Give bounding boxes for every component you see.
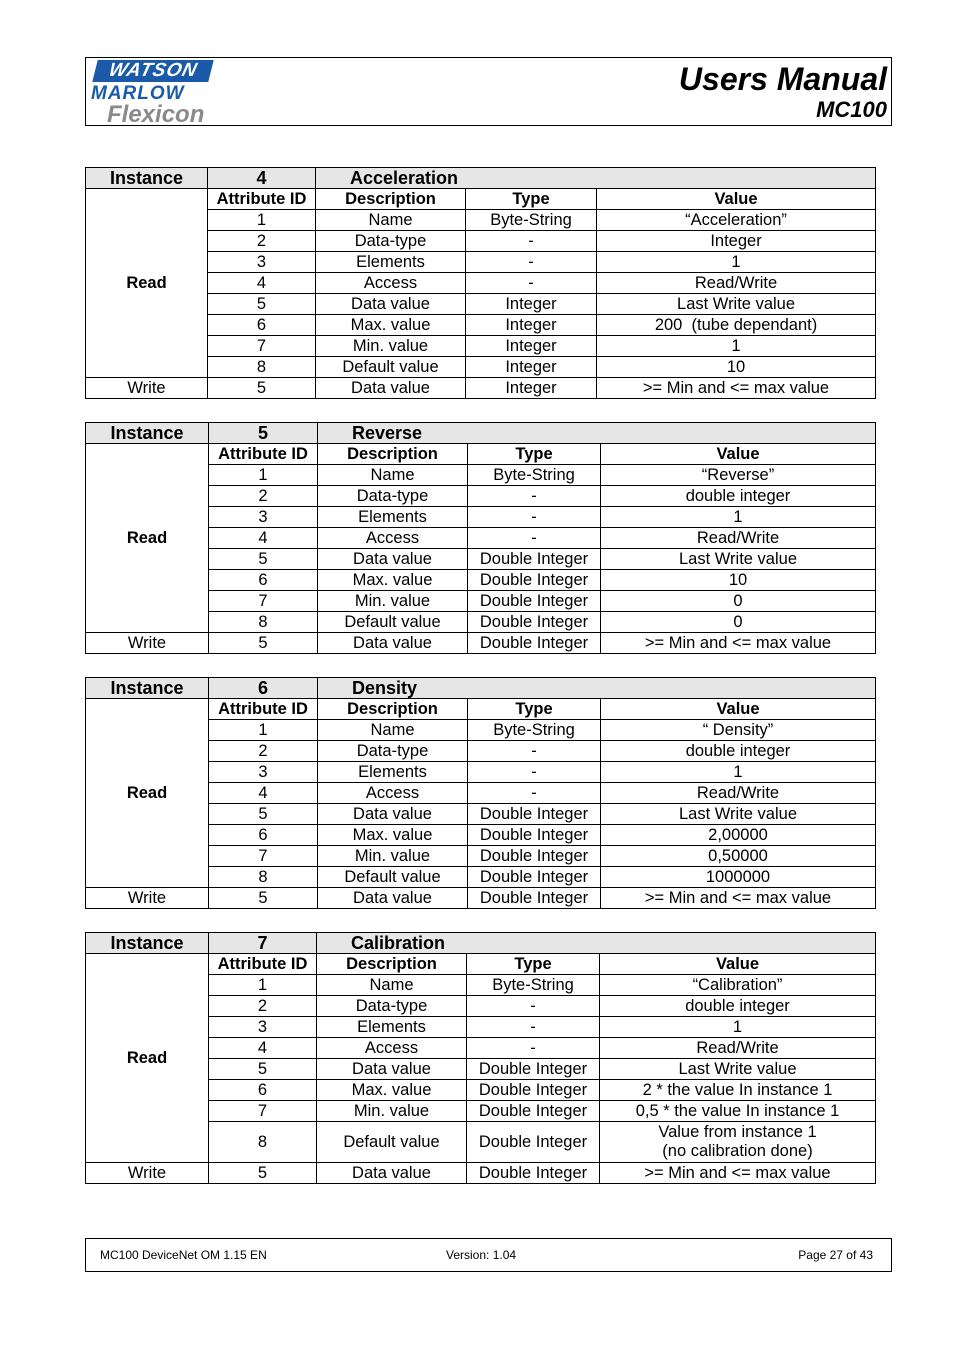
col-type-header: Type bbox=[467, 954, 600, 975]
instance-7-table bbox=[85, 932, 876, 1184]
value-cell: 1000000 bbox=[601, 867, 876, 888]
col-desc-header: Description bbox=[318, 699, 468, 720]
attr-id-cell: 7 bbox=[208, 336, 316, 357]
value-cell: >= Min and <= max value bbox=[601, 888, 876, 909]
attr-id-cell: 1 bbox=[208, 210, 316, 231]
desc-cell: Elements bbox=[317, 1017, 467, 1038]
attr-id-cell: 2 bbox=[209, 996, 317, 1017]
col-value-header: Value bbox=[601, 444, 876, 465]
type-cell: - bbox=[466, 252, 597, 273]
type-cell: - bbox=[467, 1017, 600, 1038]
type-cell: Byte-String bbox=[466, 210, 597, 231]
type-cell: Integer bbox=[466, 378, 597, 399]
value-cell: 0 bbox=[601, 591, 876, 612]
attr-id-cell: 6 bbox=[209, 1080, 317, 1101]
value-cell: >= Min and <= max value bbox=[597, 378, 876, 399]
table-head-row bbox=[86, 168, 876, 189]
type-cell: Double Integer bbox=[468, 804, 601, 825]
col-type-header: Type bbox=[468, 699, 601, 720]
attr-id-cell: 8 bbox=[209, 1122, 317, 1163]
footer-page-number: Page 27 of 43 bbox=[798, 1248, 873, 1262]
type-cell: Integer bbox=[466, 315, 597, 336]
attr-id-cell: 7 bbox=[209, 591, 318, 612]
desc-cell: Data-type bbox=[318, 486, 468, 507]
desc-cell: Access bbox=[318, 528, 468, 549]
attr-id-cell: 3 bbox=[209, 507, 318, 528]
attr-id-cell: 2 bbox=[209, 741, 318, 762]
attr-id-cell: 2 bbox=[208, 231, 316, 252]
instance-label: Instance bbox=[86, 678, 209, 699]
instance-label: Instance bbox=[86, 168, 208, 189]
attr-id-cell: 5 bbox=[208, 294, 316, 315]
manual-title: Users Manual bbox=[678, 61, 887, 97]
desc-cell: Data value bbox=[318, 804, 468, 825]
value-cell: double integer bbox=[601, 486, 876, 507]
value-cell: “Calibration” bbox=[600, 975, 876, 996]
watson-marlow-flexicon-logo bbox=[89, 59, 219, 128]
read-label: Read bbox=[86, 954, 209, 1163]
type-cell: Byte-String bbox=[468, 465, 601, 486]
desc-cell: Default value bbox=[318, 867, 468, 888]
type-cell: Double Integer bbox=[468, 633, 601, 654]
write-row bbox=[86, 1163, 876, 1184]
attr-id-cell: 5 bbox=[209, 1163, 317, 1184]
type-cell: Double Integer bbox=[467, 1101, 600, 1122]
attr-id-cell: 6 bbox=[209, 825, 318, 846]
attr-id-cell: 7 bbox=[209, 1101, 317, 1122]
write-label: Write bbox=[86, 1163, 209, 1184]
value-cell: Read/Write bbox=[601, 783, 876, 804]
type-cell: Double Integer bbox=[468, 612, 601, 633]
value-cell: 1 bbox=[601, 762, 876, 783]
page-header bbox=[85, 57, 892, 126]
value-cell: 200 (tube dependant) bbox=[597, 315, 876, 336]
desc-cell: Name bbox=[318, 720, 468, 741]
value-cell: 10 bbox=[601, 570, 876, 591]
instance-number: 7 bbox=[209, 933, 317, 954]
value-cell: 2,00000 bbox=[601, 825, 876, 846]
attr-id-cell: 8 bbox=[209, 612, 318, 633]
type-cell: Double Integer bbox=[467, 1080, 600, 1101]
type-cell: Double Integer bbox=[468, 570, 601, 591]
desc-cell: Max. value bbox=[317, 1080, 467, 1101]
value-cell: 1 bbox=[600, 1017, 876, 1038]
type-cell: - bbox=[466, 231, 597, 252]
attr-id-cell: 5 bbox=[208, 378, 316, 399]
type-cell: - bbox=[467, 996, 600, 1017]
attr-id-cell: 3 bbox=[209, 1017, 317, 1038]
instance-name: Calibration bbox=[317, 933, 876, 954]
value-cell: Read/Write bbox=[597, 273, 876, 294]
value-cell: 10 bbox=[597, 357, 876, 378]
instance-name: Reverse bbox=[318, 423, 876, 444]
value-line-1: Value from instance 1 bbox=[658, 1123, 817, 1141]
value-cell: 0,50000 bbox=[601, 846, 876, 867]
desc-cell: Max. value bbox=[318, 570, 468, 591]
value-cell: Last Write value bbox=[601, 804, 876, 825]
attr-id-cell: 5 bbox=[209, 633, 318, 654]
read-label: Read bbox=[86, 699, 209, 888]
write-label: Write bbox=[86, 888, 209, 909]
attr-id-cell: 7 bbox=[209, 846, 318, 867]
type-cell: - bbox=[466, 273, 597, 294]
attr-id-cell: 5 bbox=[209, 1059, 317, 1080]
value-cell: 1 bbox=[597, 252, 876, 273]
value-cell: Last Write value bbox=[597, 294, 876, 315]
type-cell: - bbox=[468, 507, 601, 528]
desc-cell: Name bbox=[318, 465, 468, 486]
desc-cell: Max. value bbox=[318, 825, 468, 846]
value-cell: “ Density” bbox=[601, 720, 876, 741]
desc-cell: Default value bbox=[316, 357, 466, 378]
type-cell: Double Integer bbox=[468, 591, 601, 612]
value-cell: 0 bbox=[601, 612, 876, 633]
desc-cell: Data value bbox=[317, 1163, 467, 1184]
column-header-row bbox=[86, 699, 876, 720]
instance-number: 5 bbox=[209, 423, 318, 444]
type-cell: - bbox=[467, 1038, 600, 1059]
table-head-row bbox=[86, 933, 876, 954]
col-type-header: Type bbox=[466, 189, 597, 210]
instance-name: Acceleration bbox=[316, 168, 876, 189]
desc-cell: Data value bbox=[317, 1059, 467, 1080]
value-cell: Read/Write bbox=[601, 528, 876, 549]
column-header-row bbox=[86, 444, 876, 465]
manual-subtitle: MC100 bbox=[816, 97, 887, 122]
column-header-row bbox=[86, 189, 876, 210]
attr-id-cell: 6 bbox=[208, 315, 316, 336]
type-cell: Integer bbox=[466, 357, 597, 378]
instance-number: 6 bbox=[209, 678, 318, 699]
value-cell: Last Write value bbox=[601, 549, 876, 570]
attr-id-cell: 1 bbox=[209, 720, 318, 741]
write-label: Write bbox=[86, 378, 208, 399]
desc-cell: Default value bbox=[318, 612, 468, 633]
value-cell: 1 bbox=[601, 507, 876, 528]
footer-document-id: MC100 DeviceNet OM 1.15 EN bbox=[100, 1248, 267, 1262]
desc-cell: Min. value bbox=[317, 1101, 467, 1122]
type-cell: Double Integer bbox=[467, 1059, 600, 1080]
col-desc-header: Description bbox=[317, 954, 467, 975]
desc-cell: Name bbox=[317, 975, 467, 996]
desc-cell: Default value bbox=[317, 1122, 467, 1163]
type-cell: - bbox=[468, 783, 601, 804]
value-cell: Read/Write bbox=[600, 1038, 876, 1059]
write-label: Write bbox=[86, 633, 209, 654]
desc-cell: Access bbox=[318, 783, 468, 804]
attr-id-cell: 4 bbox=[208, 273, 316, 294]
desc-cell: Min. value bbox=[316, 336, 466, 357]
type-cell: - bbox=[468, 762, 601, 783]
instance-number: 4 bbox=[208, 168, 316, 189]
col-desc-header: Description bbox=[318, 444, 468, 465]
col-value-header: Value bbox=[601, 699, 876, 720]
type-cell: Integer bbox=[466, 294, 597, 315]
logo-watson-text: WATSON bbox=[92, 60, 213, 82]
desc-cell: Min. value bbox=[318, 591, 468, 612]
attr-id-cell: 4 bbox=[209, 1038, 317, 1059]
col-attr-header: Attribute ID bbox=[209, 699, 318, 720]
col-attr-header: Attribute ID bbox=[209, 444, 318, 465]
write-row bbox=[86, 888, 876, 909]
attr-id-cell: 8 bbox=[208, 357, 316, 378]
desc-cell: Data value bbox=[318, 888, 468, 909]
desc-cell: Data value bbox=[318, 549, 468, 570]
attr-id-cell: 4 bbox=[209, 783, 318, 804]
write-row bbox=[86, 633, 876, 654]
desc-cell: Elements bbox=[318, 507, 468, 528]
value-line-2: (no calibration done) bbox=[662, 1142, 813, 1160]
value-cell: Last Write value bbox=[600, 1059, 876, 1080]
value-cell: double integer bbox=[601, 741, 876, 762]
write-row bbox=[86, 378, 876, 399]
instance-4-table bbox=[85, 167, 876, 399]
desc-cell: Access bbox=[317, 1038, 467, 1059]
attr-id-cell: 2 bbox=[209, 486, 318, 507]
desc-cell: Elements bbox=[318, 762, 468, 783]
type-cell: Integer bbox=[466, 336, 597, 357]
attr-id-cell: 4 bbox=[209, 528, 318, 549]
logo-flexicon-text: Flexicon bbox=[107, 101, 205, 128]
table-head-row bbox=[86, 423, 876, 444]
type-cell: Byte-String bbox=[467, 975, 600, 996]
type-cell: Double Integer bbox=[467, 1122, 600, 1163]
instance-label: Instance bbox=[86, 423, 209, 444]
value-cell: >= Min and <= max value bbox=[601, 633, 876, 654]
type-cell: Double Integer bbox=[468, 549, 601, 570]
attr-id-cell: 5 bbox=[209, 888, 318, 909]
col-desc-header: Description bbox=[316, 189, 466, 210]
instance-name: Density bbox=[318, 678, 876, 699]
logo-marlow-text: MARLOW bbox=[91, 83, 185, 104]
type-cell: - bbox=[468, 741, 601, 762]
desc-cell: Data-type bbox=[318, 741, 468, 762]
desc-cell: Elements bbox=[316, 252, 466, 273]
desc-cell: Min. value bbox=[318, 846, 468, 867]
attr-id-cell: 3 bbox=[208, 252, 316, 273]
col-attr-header: Attribute ID bbox=[208, 189, 316, 210]
desc-cell: Data-type bbox=[316, 231, 466, 252]
read-label: Read bbox=[86, 189, 208, 378]
attr-id-cell: 6 bbox=[209, 570, 318, 591]
desc-cell: Access bbox=[316, 273, 466, 294]
desc-cell: Name bbox=[316, 210, 466, 231]
footer-version: Version: 1.04 bbox=[446, 1248, 517, 1262]
type-cell: Double Integer bbox=[468, 888, 601, 909]
type-cell: - bbox=[468, 528, 601, 549]
col-value-header: Value bbox=[600, 954, 876, 975]
value-cell: Integer bbox=[597, 231, 876, 252]
desc-cell: Data value bbox=[316, 294, 466, 315]
instance-6-table bbox=[85, 677, 876, 909]
value-cell: 1 bbox=[597, 336, 876, 357]
desc-cell: Data-type bbox=[317, 996, 467, 1017]
desc-cell: Data value bbox=[318, 633, 468, 654]
col-type-header: Type bbox=[468, 444, 601, 465]
attr-id-cell: 3 bbox=[209, 762, 318, 783]
column-header-row bbox=[86, 954, 876, 975]
desc-cell: Max. value bbox=[316, 315, 466, 336]
value-cell: 0,5 * the value In instance 1 bbox=[600, 1101, 876, 1122]
value-cell: >= Min and <= max value bbox=[600, 1163, 876, 1184]
col-attr-header: Attribute ID bbox=[209, 954, 317, 975]
type-cell: Double Integer bbox=[468, 846, 601, 867]
attr-id-cell: 8 bbox=[209, 867, 318, 888]
value-cell: “Acceleration” bbox=[597, 210, 876, 231]
attr-id-cell: 5 bbox=[209, 549, 318, 570]
desc-cell: Data value bbox=[316, 378, 466, 399]
value-cell: 2 * the value In instance 1 bbox=[600, 1080, 876, 1101]
attr-id-cell: 1 bbox=[209, 465, 318, 486]
type-cell: Byte-String bbox=[468, 720, 601, 741]
attr-id-cell: 5 bbox=[209, 804, 318, 825]
instance-5-table bbox=[85, 422, 876, 654]
value-cell bbox=[600, 1122, 876, 1163]
type-cell: Double Integer bbox=[467, 1163, 600, 1184]
instance-label: Instance bbox=[86, 933, 209, 954]
value-cell: “Reverse” bbox=[601, 465, 876, 486]
page-footer bbox=[85, 1238, 892, 1272]
table-head-row bbox=[86, 678, 876, 699]
type-cell: Double Integer bbox=[468, 867, 601, 888]
col-value-header: Value bbox=[597, 189, 876, 210]
read-label: Read bbox=[86, 444, 209, 633]
attr-id-cell: 1 bbox=[209, 975, 317, 996]
type-cell: Double Integer bbox=[468, 825, 601, 846]
type-cell: - bbox=[468, 486, 601, 507]
value-cell: double integer bbox=[600, 996, 876, 1017]
